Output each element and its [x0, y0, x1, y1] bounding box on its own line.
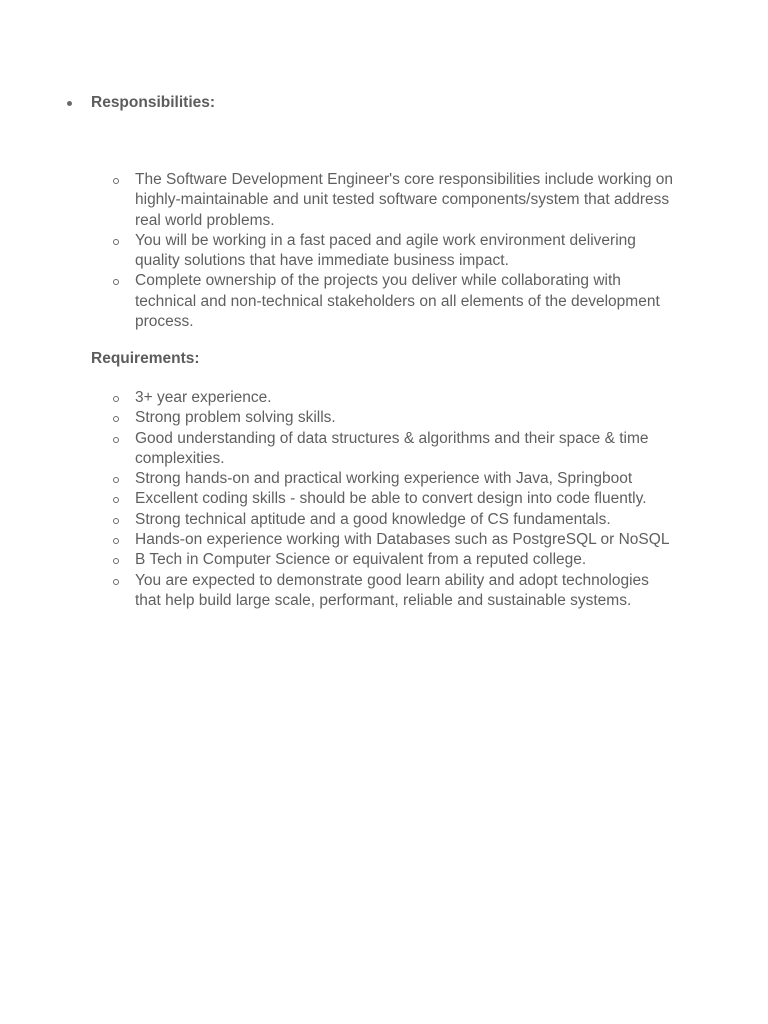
responsibilities-list	[0, 170, 768, 332]
responsibilities-heading: Responsibilities:	[91, 94, 216, 111]
list-item-text: Good understanding of data structures & algorithms and their space & time complexities.	[135, 429, 649, 467]
list-item-text: Hands-on experience working with Databases such as PostgreSQL or NoSQL	[135, 531, 670, 549]
circle-bullet-icon	[113, 279, 119, 285]
list-item	[0, 550, 768, 570]
list-item	[0, 489, 768, 509]
circle-bullet-icon	[113, 579, 119, 585]
circle-bullet-icon	[113, 416, 119, 422]
circle-bullet-icon	[113, 538, 119, 544]
circle-bullet-icon	[113, 178, 119, 184]
list-item	[0, 510, 768, 530]
list-item	[0, 571, 768, 612]
bullet-icon	[67, 101, 72, 106]
requirements-list	[0, 388, 768, 611]
requirements-heading: Requirements:	[91, 350, 200, 367]
list-item	[0, 388, 768, 408]
list-item-text: B Tech in Computer Science or equivalent from a reputed college.	[135, 551, 587, 569]
circle-bullet-icon	[113, 518, 119, 524]
list-item-text: 3+ year experience.	[135, 389, 272, 406]
list-item-text: The Software Development Engineer's core responsibilities include working on highly-maintainable and unit tested software components/system that address real world problems.	[135, 171, 673, 229]
circle-bullet-icon	[113, 239, 119, 245]
circle-bullet-icon	[113, 437, 119, 443]
list-item-text: Strong hands-on and practical working experience with Java, Springboot	[135, 470, 633, 488]
circle-bullet-icon	[113, 477, 119, 483]
list-item	[0, 408, 768, 428]
list-item-text: Excellent coding skills - should be able to convert design into code fluently.	[135, 490, 647, 508]
list-item	[0, 429, 768, 470]
list-item-text: Complete ownership of the projects you deliver while collaborating with technical and non-technical stakeholders on all elements of the development process.	[135, 272, 660, 331]
list-item	[0, 170, 768, 231]
list-item	[0, 530, 768, 550]
list-item	[0, 271, 768, 332]
list-item	[0, 231, 768, 272]
list-item-text: You will be working in a fast paced and agile work environment delivering quality solutions that have immediate business impact.	[135, 231, 636, 270]
circle-bullet-icon	[113, 396, 119, 402]
list-item-text: Strong problem solving skills.	[135, 409, 336, 427]
list-item-text: You are expected to demonstrate good learn ability and adopt technologies that help build large scale, performant, reliable and sustainable systems.	[135, 571, 649, 609]
circle-bullet-icon	[113, 497, 119, 503]
list-item-text: Strong technical aptitude and a good knowledge of CS fundamentals.	[135, 510, 611, 528]
circle-bullet-icon	[113, 558, 119, 564]
list-item	[0, 469, 768, 489]
